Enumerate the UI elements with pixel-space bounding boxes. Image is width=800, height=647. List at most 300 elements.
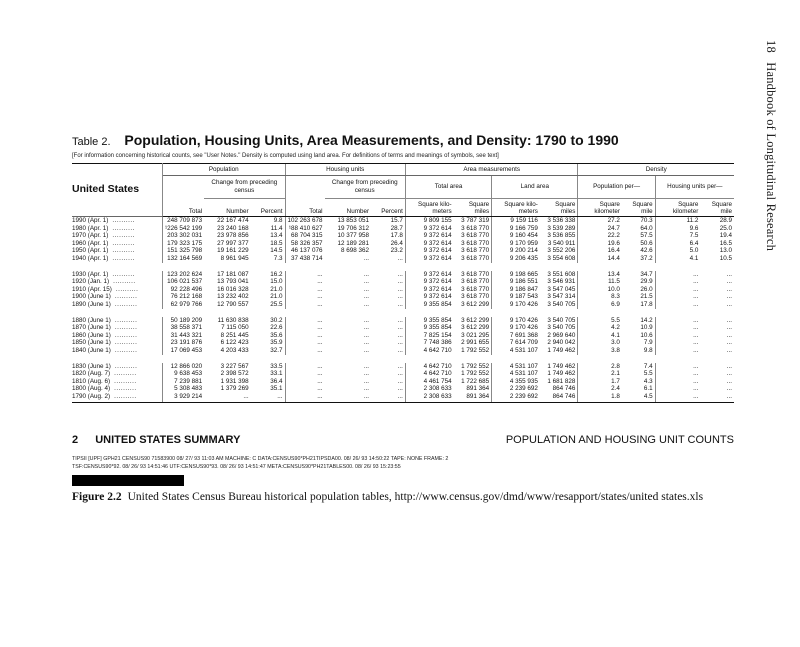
table-cell: ... [726,316,732,324]
table-cell: 18.5 [270,239,283,247]
table-cell: 15.7 [390,217,403,224]
table-cell: ... [397,385,403,393]
table-cell: 38 558 371 [163,324,205,332]
table-cell: ... [397,362,403,370]
table-cell: 64.0 [640,224,653,232]
table-cell: 9.6 [655,225,700,233]
table-cell: ... [363,331,370,339]
table-cell: 3 552 206 [547,247,576,255]
table-cell: 10.0 [578,286,622,294]
table-cell: 22 167 474 [217,217,249,224]
table-cell: ... [655,363,700,371]
table-cell: ... [363,385,370,393]
table-cell: 7.5 [655,232,700,240]
census-year-cell: 1820 (Aug. 7) .......... [72,370,137,378]
table-cell: 4 203 433 [220,346,249,354]
table-cell: 2 940 042 [547,339,576,347]
census-year-cell: 1950 (Apr. 1) .......... [72,247,135,255]
table-cell: 9 166 759 [492,225,540,233]
table-cell: 9 160 454 [492,232,540,240]
table-cell: 19 706 312 [337,224,370,232]
table-cell: ... [726,300,732,308]
table-cell: 9 170 426 [492,317,540,325]
table-cell: 17 181 087 [217,270,249,278]
table-cell: 248 709 873 [163,217,205,225]
running-head-page-number: 18 [764,40,778,53]
table-cell: 3 554 608 [547,254,576,262]
table-cell: 4.1 [655,255,700,263]
table-cell: 9 372 614 [405,293,453,301]
table-cell: ... [655,339,700,347]
table-cell: 3 612 299 [461,324,490,332]
table-cell: 17.8 [390,232,403,240]
table-cell: 3 540 705 [547,316,576,324]
redaction-bar [72,475,184,486]
table-cell: ... [325,393,372,403]
group-housing-units: Housing units [285,164,405,176]
table-cell: ... [363,285,370,293]
table-cell: 17.8 [640,300,653,308]
table-cell: 123 202 624 [163,271,205,279]
table-cell: 9.8 [273,217,283,224]
table-cell: 3.8 [578,347,622,355]
table-cell: ... [363,300,370,308]
table-row [72,378,734,386]
table-cell: 3 618 770 [461,247,490,255]
table-cell: 12 866 020 [163,363,205,371]
table-cell: 5 308 483 [163,385,205,393]
table-cell: 3 618 770 [461,239,490,247]
table-cell: 9 186 847 [492,286,540,294]
table-cell: 5.5 [578,317,622,325]
table-cell: 27 997 377 [217,239,249,247]
table-cell: 11.4 [270,224,283,232]
table-cell: 9 809 155 [405,217,453,225]
column-header: Square kilometer [655,199,700,217]
group-population: Population [163,164,286,176]
table-cell: 864 746 [552,385,576,393]
table-cell: 2.8 [578,363,622,371]
table-cell: 23 240 168 [217,224,249,232]
table-row [72,232,734,240]
table-cell: 3 227 567 [220,362,249,370]
running-head-book-title: Handbook of Longitudinal Research [764,62,778,252]
table-cell: 2.1 [578,370,622,378]
table-cell: ... [655,332,700,340]
table-cell: 8.3 [578,293,622,301]
table-row [72,278,734,286]
table-cell: ... [726,370,732,378]
table-row [72,339,734,347]
table-cell: 6.1 [643,385,653,393]
column-header: Number [204,199,251,217]
table-cell: 10.5 [719,254,732,262]
table-cell: 10 377 958 [337,232,370,240]
table-cell: 7 691 368 [492,332,540,340]
table-cell: 57.5 [640,232,653,240]
table-cell: 179 323 175 [163,240,205,248]
table-cell: 9 372 614 [405,225,453,233]
table-cell: ... [363,324,370,332]
table-cell: 9 170 426 [492,301,540,309]
table-cell: 4.1 [578,332,622,340]
table-cell: 16.4 [578,247,622,255]
table-cell: 3 021 295 [461,331,490,339]
figure-caption-text: United States Census Bureau historical population tables, http://www.census.gov/dmd/www/resapport/states/united states.xls [127,491,704,503]
table-cell: 3 540 705 [547,324,576,332]
table-cell: ... [285,347,325,355]
area-label: United States [72,164,163,217]
table-cell: ... [655,393,700,403]
table-cell: ... [285,301,325,309]
table-cell: 19 161 229 [217,247,249,255]
table-cell: 102 263 678 [285,217,325,225]
table-cell: 50.6 [640,239,653,247]
table-cell: 203 302 031 [163,232,205,240]
table-cell: 3 612 299 [461,316,490,324]
table-cell: 70.3 [640,217,653,224]
table-cell: 6 122 423 [220,339,249,347]
table-cell: 11.2 [655,217,700,225]
table-cell: ... [363,293,370,301]
footer-left [72,434,240,446]
table-cell: ... [397,293,403,301]
table-cell: 10.9 [640,324,653,332]
table-row [72,286,734,294]
table-cell: 7 239 881 [163,378,205,386]
table-cell: 4 355 935 [492,378,540,386]
column-header: Number [325,199,372,217]
table-cell: ... [655,301,700,309]
table-cell: 26.4 [390,239,403,247]
table-cell: 35.6 [270,331,283,339]
table-row [72,370,734,378]
table-cell: 4 642 710 [405,347,453,355]
table-cell: 13.0 [719,247,732,255]
table-cell: ... [363,346,370,354]
table-cell: 27.2 [578,217,622,225]
table-cell: ... [397,339,403,347]
census-year-cell: 1830 (June 1) .......... [72,362,138,370]
census-year-cell: 1860 (June 1) .......... [72,331,138,339]
census-year-cell: 1890 (June 1) .......... [72,300,138,308]
table-cell: 8 251 445 [220,331,249,339]
table-cell: 23 978 856 [217,232,249,240]
table-cell: ... [726,362,732,370]
census-year-cell: 1980 (Apr. 1) .......... [72,224,135,232]
table-cell: ... [285,293,325,301]
census-year-cell: 1960 (Apr. 1) .......... [72,239,135,247]
table-cell: 9 372 614 [405,240,453,248]
table-cell: ... [363,377,370,385]
table-cell: 9 159 116 [492,217,540,225]
table-cell: 1 792 552 [461,370,490,378]
table-cell: 9 200 214 [492,247,540,255]
table-intro-note: [For information concerning historical counts, see "User Notes." Density is computed using land area. For definitions of terms and meanings of symbols, see text] [72,153,499,159]
census-year-cell: 1810 (Aug. 6) .......... [72,377,137,385]
table-cell: 2 239 692 [492,385,540,393]
table-cell: 4 642 710 [405,370,453,378]
table-cell: ... [655,370,700,378]
column-header: Square kilo-meters [492,199,540,217]
table-cell: 3 618 770 [461,232,490,240]
table-cell: 1.8 [578,393,622,403]
table-row [72,347,734,355]
table-cell: 4 642 710 [405,363,453,371]
table-cell: 3 547 045 [547,285,576,293]
table-cell: ... [726,324,732,332]
table-cell: ... [700,393,734,403]
table-cell: 26.0 [640,285,653,293]
column-header: Square miles [540,199,578,217]
table-cell: ... [397,278,403,286]
table-cell: ... [726,270,732,278]
table-cell: ... [363,362,370,370]
table-cell: 29.9 [640,278,653,286]
census-year-cell: 1870 (June 1) .......... [72,324,138,332]
table-cell: 68 704 315 [285,232,325,240]
table-cell: ... [397,324,403,332]
table-cell: 9 355 854 [405,301,453,309]
table-cell: 9 372 614 [405,232,453,240]
table-cell: 35.9 [270,339,283,347]
table-cell: 9 187 543 [492,293,540,301]
table-cell: 3 929 214 [163,393,205,403]
table-cell: 36.4 [270,377,283,385]
table-cell: ... [726,285,732,293]
table-cell: 21.0 [270,285,283,293]
table-cell: ... [397,370,403,378]
table-cell: 7.4 [643,362,653,370]
table-cell: 3 536 855 [547,232,576,240]
table-cell: 10.6 [640,331,653,339]
table-cell: 864 746 [540,393,578,403]
table-cell: 4 461 754 [405,378,453,386]
table-cell: 1 749 462 [547,362,576,370]
table-cell: 16 016 328 [217,285,249,293]
table-cell: 7.3 [273,254,283,262]
table-cell: ... [363,339,370,347]
table-cell: 33.5 [270,362,283,370]
census-year-cell: 1840 (June 1) .......... [72,346,138,354]
subgroup-land-area: Land area [492,176,578,199]
table-cell: 62 979 766 [163,301,205,309]
table-cell: 7 115 050 [221,324,249,332]
table-row [72,240,734,248]
table-cell: ... [655,347,700,355]
table-cell: 106 021 537 [163,278,205,286]
table-cell: 46 137 076 [285,247,325,255]
table-cell: 13.4 [270,232,283,240]
table-cell: ... [397,254,403,262]
table-cell: 14.5 [270,247,283,255]
table-cell: ... [655,385,700,393]
column-header: Square kilo-meters [405,199,453,217]
subgroup-pop-change: Change from preceding census [204,176,285,199]
table-cell: 3 540 705 [547,300,576,308]
table-cell: ... [285,317,325,325]
table-cell: ... [655,317,700,325]
table-title [72,132,619,148]
table-cell: 3 787 319 [461,217,490,224]
table-cell: 3 618 770 [461,224,490,232]
table-cell: 4 531 107 [492,370,540,378]
census-year-cell: 1990 (Apr. 1) .......... [72,217,135,224]
column-header: Square miles [454,199,492,217]
table-cell: ... [397,346,403,354]
table-cell: ... [655,378,700,386]
table-cell: 50 189 209 [163,317,205,325]
table-cell: 23.2 [390,247,403,255]
table-cell: 3 618 770 [461,293,490,301]
table-cell: 14.4 [578,255,622,263]
table-cell: 3 536 338 [547,217,576,224]
census-year-cell: 1920 (Jan. 1) .......... [72,278,136,286]
table-row [72,393,734,403]
table-cell: 17 069 453 [163,347,205,355]
table-cell: 34.7 [640,270,653,278]
table-cell: 9 372 614 [405,255,453,263]
table-cell: ¹226 542 199 [163,225,205,233]
table-cell: 3 618 770 [461,270,490,278]
table-cell: 3 540 911 [547,239,576,247]
table-cell: 1 749 462 [547,370,576,378]
table-cell: 9.8 [643,346,653,354]
table-title-text: Population, Housing Units, Area Measurements, and Density: 1790 to 1990 [124,132,619,148]
table-cell: 76 212 168 [163,293,205,301]
table-cell: 1 931 398 [220,377,249,385]
table-label: Table 2. [72,136,111,148]
subgroup-population-per: Population per— [578,176,655,199]
table-cell: 1 681 828 [547,377,576,385]
table-cell: 9 355 854 [405,324,453,332]
table-cell: ... [285,393,325,403]
table-cell: 3.0 [578,339,622,347]
column-header: Square mile [622,199,655,217]
table-cell: 4.3 [643,377,653,385]
table-cell: ... [655,324,700,332]
table-cell: ... [285,339,325,347]
table-cell: ... [397,331,403,339]
footer-right-title: POPULATION AND HOUSING UNIT COUNTS [505,434,734,446]
table-cell: ... [726,278,732,286]
table-cell: 2 239 692 [492,393,540,403]
subgroup-total-area: Total area [405,176,491,199]
table-row [72,247,734,255]
group-area-measurements: Area measurements [405,164,578,176]
table-row [72,271,734,279]
table-cell: ... [363,270,370,278]
census-year-cell: 1880 (June 1) .......... [72,316,138,324]
table-cell: 7 748 386 [405,339,453,347]
table-cell: 37.2 [640,254,653,262]
table-cell: 22.2 [578,232,622,240]
table-cell: ... [285,271,325,279]
table-cell: 58 326 357 [285,240,325,248]
table-cell: 9 170 426 [492,324,540,332]
table-cell: ... [655,278,700,286]
census-year-cell: 1790 (Aug. 2) .......... [72,393,163,403]
table-cell: 6.9 [578,301,622,309]
table-cell: 7 614 709 [492,339,540,347]
table-cell: 28.7 [390,224,403,232]
table-row [72,385,734,393]
table-cell: 2 969 640 [547,331,576,339]
table-row [72,217,734,225]
census-table [72,163,734,403]
table-row [72,301,734,309]
table-cell: 6.4 [655,240,700,248]
table-cell: 4 531 107 [492,363,540,371]
table-cell: 12 189 281 [337,239,370,247]
table-cell: ... [397,316,403,324]
table-cell: 9 186 551 [492,278,540,286]
table-cell: ... [371,393,405,403]
census-year-cell: 1930 (Apr. 1) .......... [72,270,135,278]
table-cell: ... [655,293,700,301]
table-cell: ... [363,370,370,378]
census-year-cell: 1910 (Apr. 15) .......... [72,285,139,293]
subgroup-hu-change: Change from preceding census [325,176,406,199]
table-cell: 13 232 402 [217,293,249,301]
processing-meta-line-2: TSF:CENSUS90*92. 08/ 26/ 93 14:51:46 UTF:CENSUS90*93. 08/ 26/ 93 14:51:47 META:CENSUS90*PH21TABLES00. 08/ 26/ 93 15:23:55 [72,464,401,470]
table-cell: 13 793 041 [217,278,249,286]
table-cell: ... [726,339,732,347]
table-cell: ... [251,393,285,403]
table-row [72,225,734,233]
table-row [72,317,734,325]
table-cell: 9 170 959 [492,240,540,248]
column-header: Square kilometer [578,199,622,217]
table-cell: 3 618 770 [461,254,490,262]
table-cell: ... [204,393,251,403]
table-cell: 24.7 [578,225,622,233]
table-cell: 22.6 [270,324,283,332]
table-cell: 19.4 [719,232,732,240]
table-cell: 28.9 [719,217,732,224]
table-cell: 7 825 154 [405,332,453,340]
group-density: Density [578,164,734,176]
table-cell: 37 438 714 [285,255,325,263]
table-cell: 9 372 614 [405,271,453,279]
table-cell: 3 618 770 [461,285,490,293]
table-cell: 9 638 453 [163,370,205,378]
table-cell: 2 308 633 [405,393,453,403]
table-cell: 5.5 [643,370,653,378]
footer-left-title: UNITED STATES SUMMARY [95,434,241,446]
table-cell: ... [726,385,732,393]
table-cell: ... [726,331,732,339]
table-cell: 42.6 [640,247,653,255]
table-cell: 92 228 496 [163,286,205,294]
table-cell: 891 364 [454,393,492,403]
table-cell: ... [285,378,325,386]
table-cell: 7.9 [643,339,653,347]
table-cell: 891 364 [466,385,490,393]
census-year-cell: 1800 (Aug. 4) .......... [72,385,137,393]
census-year-cell: 1900 (June 1) .......... [72,293,138,301]
table-cell: 1 792 552 [461,346,490,354]
table-cell: ... [363,278,370,286]
table-cell: 132 164 569 [163,255,205,263]
subgroup-housing-per: Housing units per— [655,176,734,199]
table-cell: 9 206 435 [492,255,540,263]
census-year-cell: 1940 (Apr. 1) .......... [72,254,135,262]
table-cell: ... [726,346,732,354]
table-cell: ... [285,286,325,294]
table-cell: 3 546 931 [547,278,576,286]
table-cell: ... [285,278,325,286]
